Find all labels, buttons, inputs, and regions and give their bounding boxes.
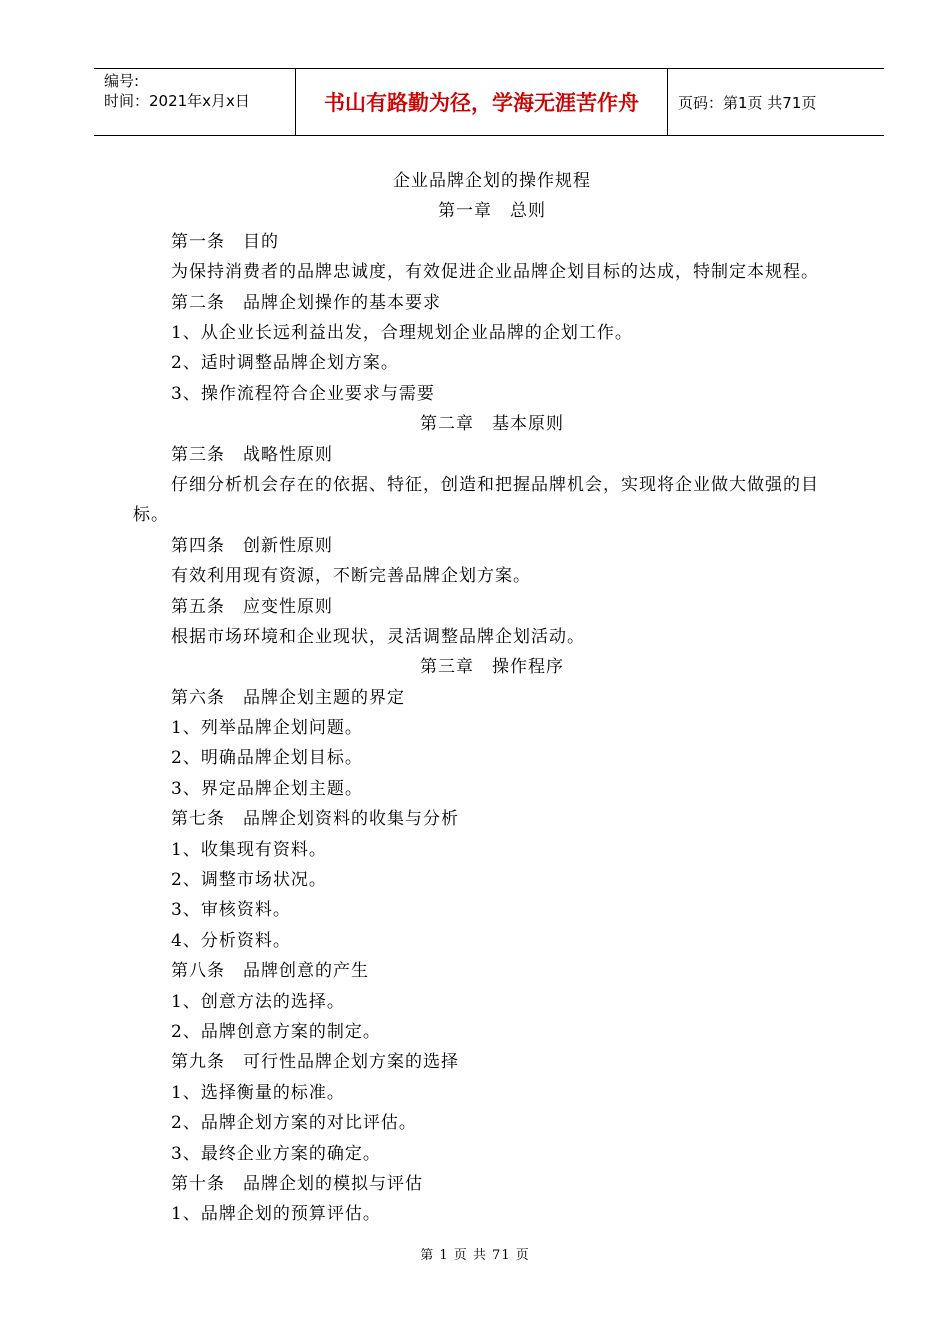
paragraph-line: 第十条 品牌企划的模拟与评估	[171, 1173, 423, 1194]
paragraph-line: 第四条 创新性原则	[171, 535, 333, 556]
document-number-label: 编号:	[104, 72, 140, 90]
paragraph-line: 第三条 战略性原则	[171, 444, 333, 465]
document-lines	[133, 196, 851, 1229]
page-footer: 第 1 页 共 71 页	[420, 1248, 530, 1263]
paragraph-line: 第二条 品牌企划操作的基本要求	[171, 292, 441, 313]
chapter-heading: 第一章 总则	[438, 201, 546, 222]
paragraph-line: 4、分析资料。	[171, 930, 291, 951]
chapter-heading: 第二章 基本原则	[420, 414, 564, 435]
paragraph-line: 2、明确品牌企划目标。	[171, 748, 363, 769]
paragraph-line: 1、创意方法的选择。	[171, 991, 345, 1012]
paragraph-line: 3、最终企业方案的确定。	[171, 1143, 381, 1164]
paragraph-line: 1、列举品牌企划问题。	[171, 718, 363, 739]
paragraph-line: 1、收集现有资料。	[171, 839, 327, 860]
document-time-label: 时间：2021年x月x日	[104, 92, 250, 110]
paragraph-line: 2、适时调整品牌企划方案。	[171, 353, 399, 374]
paragraph-line: 第八条 品牌创意的产生	[171, 961, 369, 982]
paragraph-line: 1、品牌企划的预算评估。	[171, 1204, 381, 1225]
paragraph-line: 第一条 目的	[171, 231, 279, 252]
paragraph-line: 第九条 可行性品牌企划方案的选择	[171, 1052, 459, 1073]
paragraph-line: 3、审核资料。	[171, 900, 291, 921]
paragraph-line: 根据市场环境和企业现状，灵活调整品牌企划活动。	[171, 626, 585, 647]
page-header	[94, 68, 884, 136]
paragraph-line: 有效利用现有资源，不断完善品牌企划方案。	[171, 566, 531, 587]
document-title: 企业品牌企划的操作规程	[393, 171, 591, 191]
header-meta	[94, 69, 295, 135]
paragraph-line: 第五条 应变性原则	[171, 596, 333, 617]
paragraph-line: 2、品牌企划方案的对比评估。	[171, 1113, 417, 1134]
paragraph-line: 1、选择衡量的标准。	[171, 1082, 345, 1103]
paragraph-line: 2、品牌创意方案的制定。	[171, 1021, 381, 1042]
paragraph-line: 仔细分析机会存在的依据、特征，创造和把握品牌机会，实现将企业做大做强的目标。	[133, 474, 819, 526]
chapter-heading: 第三章 操作程序	[420, 657, 564, 678]
paragraph-line: 第七条 品牌企划资料的收集与分析	[171, 809, 459, 830]
paragraph-line: 2、调整市场状况。	[171, 870, 327, 891]
paragraph-line: 1、从企业长远利益出发，合理规划企业品牌的企划工作。	[171, 322, 633, 343]
paragraph-line: 3、操作流程符合企业要求与需要	[171, 383, 435, 404]
header-motto: 书山有路勤为径，学海无涯苦作舟	[295, 69, 668, 135]
paragraph-line: 3、界定品牌企划主题。	[171, 778, 363, 799]
paragraph-line: 为保持消费者的品牌忠诚度，有效促进企业品牌企划目标的达成，特制定本规程。	[171, 262, 819, 283]
document-body	[133, 166, 851, 1230]
header-page-info: 页码：第1页 共71页	[678, 93, 817, 112]
paragraph-line: 第六条 品牌企划主题的界定	[171, 687, 405, 708]
